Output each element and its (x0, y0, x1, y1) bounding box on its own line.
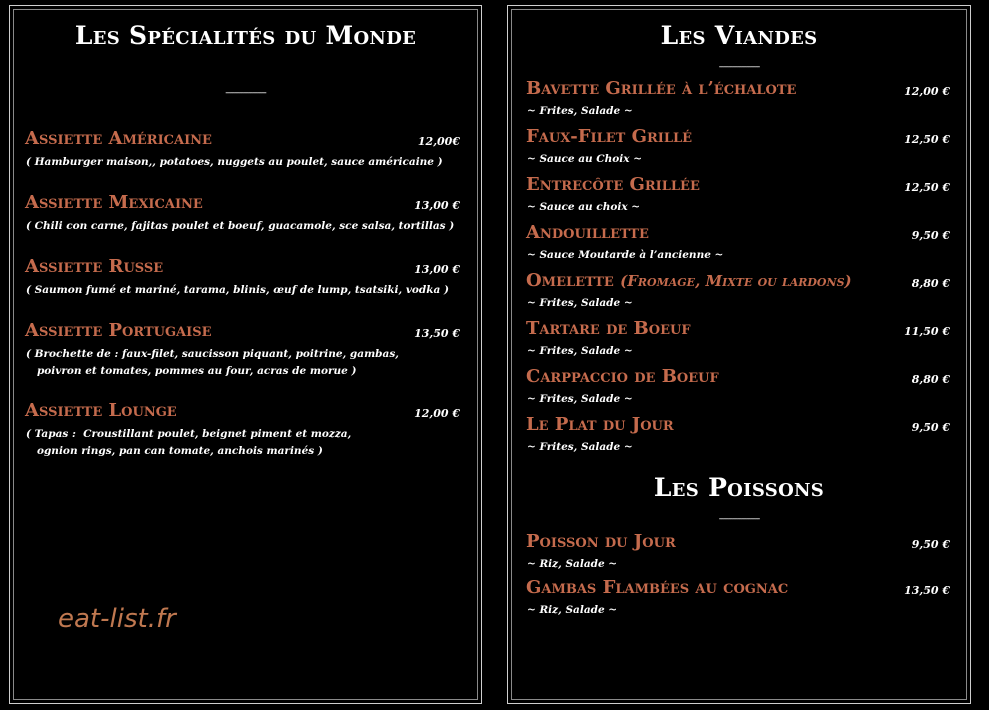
section-separator: ------------------ (718, 514, 760, 524)
menu-item-price: 13,00 € (414, 263, 460, 276)
menu-item-name-text: Omelette (526, 270, 614, 291)
menu-item-price: 8,80 € (911, 373, 950, 386)
menu-item-name: Tartare de Boeuf (526, 318, 691, 339)
menu-item-description: ~ Frites, Salade ~ (527, 393, 633, 405)
section-title-viandes: Les Viandes (660, 21, 818, 50)
menu-item-description: ~ Riz, Salade ~ (527, 558, 618, 570)
menu-item-name: Le Plat du Jour (526, 414, 674, 435)
menu-item-description: ( Brochette de : faux-filet, saucisson piquant, poitrine, gambas, poivron et tomates, pommes au four, acras de morue ) (26, 348, 399, 377)
menu-item-price: 13,50 € (414, 327, 460, 340)
menu-item-price: 12,00 € (414, 407, 460, 420)
menu-item-price: 9,50 € (911, 421, 950, 434)
menu-item-price: 9,50 € (911, 229, 950, 242)
menu-item-name: Assiette Lounge (25, 400, 177, 421)
menu-item-name: Assiette Américaine (25, 128, 212, 149)
menu-item-name: Faux-Filet Grillé (526, 126, 693, 147)
menu-item-name (526, 270, 852, 291)
section-title-poissons: Les Poissons (653, 473, 825, 502)
menu-item-description: ( Hamburger maison,, potatoes, nuggets au poulet, sauce américaine ) (26, 156, 443, 168)
menu-item-price: 12,50 € (904, 181, 950, 194)
menu-panel-viandes (507, 5, 971, 704)
section-separator: ------------------ (225, 88, 266, 98)
menu-item-name: Andouillette (526, 222, 649, 243)
menu-item-name: Gambas Flambées au cognac (526, 577, 789, 598)
menu-item-description: ~ Frites, Salade ~ (527, 297, 633, 309)
menu-item-name: Entrecôte Grillée (526, 174, 700, 195)
menu-item-name: Assiette Mexicaine (25, 192, 203, 213)
menu-item-description: ~ Sauce Moutarde à l’ancienne ~ (527, 249, 724, 261)
menu-item-description: ( Chili con carne, fajitas poulet et boeuf, guacamole, sce salsa, tortillas ) (26, 220, 455, 232)
menu-item-price: 13,50 € (904, 584, 950, 597)
menu-panel-specialites (9, 5, 482, 704)
menu-item-name: Assiette Portugaise (25, 320, 212, 341)
menu-item-description: ~ Sauce au Choix ~ (527, 153, 642, 165)
menu-item-price: 12,50 € (904, 133, 950, 146)
menu-item-name: Bavette Grillée à l’échalote (526, 78, 797, 99)
menu-item-name: Carppaccio de Boeuf (526, 366, 719, 387)
section-separator: ------------------ (718, 62, 760, 72)
menu-item-name: Assiette Russe (25, 256, 164, 277)
menu-item-price: 12,00€ (417, 135, 460, 148)
menu-item-description: ~ Sauce au choix ~ (527, 201, 641, 213)
section-title-specialites: Les Spécialités du Monde (74, 21, 417, 50)
menu-item-description: ~ Frites, Salade ~ (527, 441, 633, 453)
menu-item-price: 8,80 € (911, 277, 950, 290)
menu-item-description: ~ Frites, Salade ~ (527, 105, 633, 117)
watermark-logo: eat-list.fr (58, 604, 176, 634)
menu-item-description: ~ Riz, Salade ~ (527, 604, 618, 616)
menu-item-note: (Fromage, Mixte ou lardons) (620, 272, 852, 290)
menu-item-name: Poisson du Jour (526, 531, 676, 552)
menu-item-description: ( Tapas : Croustillant poulet, beignet piment et mozza, ognion rings, pan can tomate, anchois marinés ) (26, 428, 352, 457)
menu-item-price: 11,50 € (904, 325, 950, 338)
menu-item-price: 13,00 € (414, 199, 460, 212)
menu-item-price: 12,00 € (904, 85, 950, 98)
menu-item-price: 9,50 € (911, 538, 950, 551)
menu-item-description: ( Saumon fumé et mariné, tarama, blinis, œuf de lump, tsatsiki, vodka ) (26, 284, 449, 296)
menu-item-description: ~ Frites, Salade ~ (527, 345, 633, 357)
